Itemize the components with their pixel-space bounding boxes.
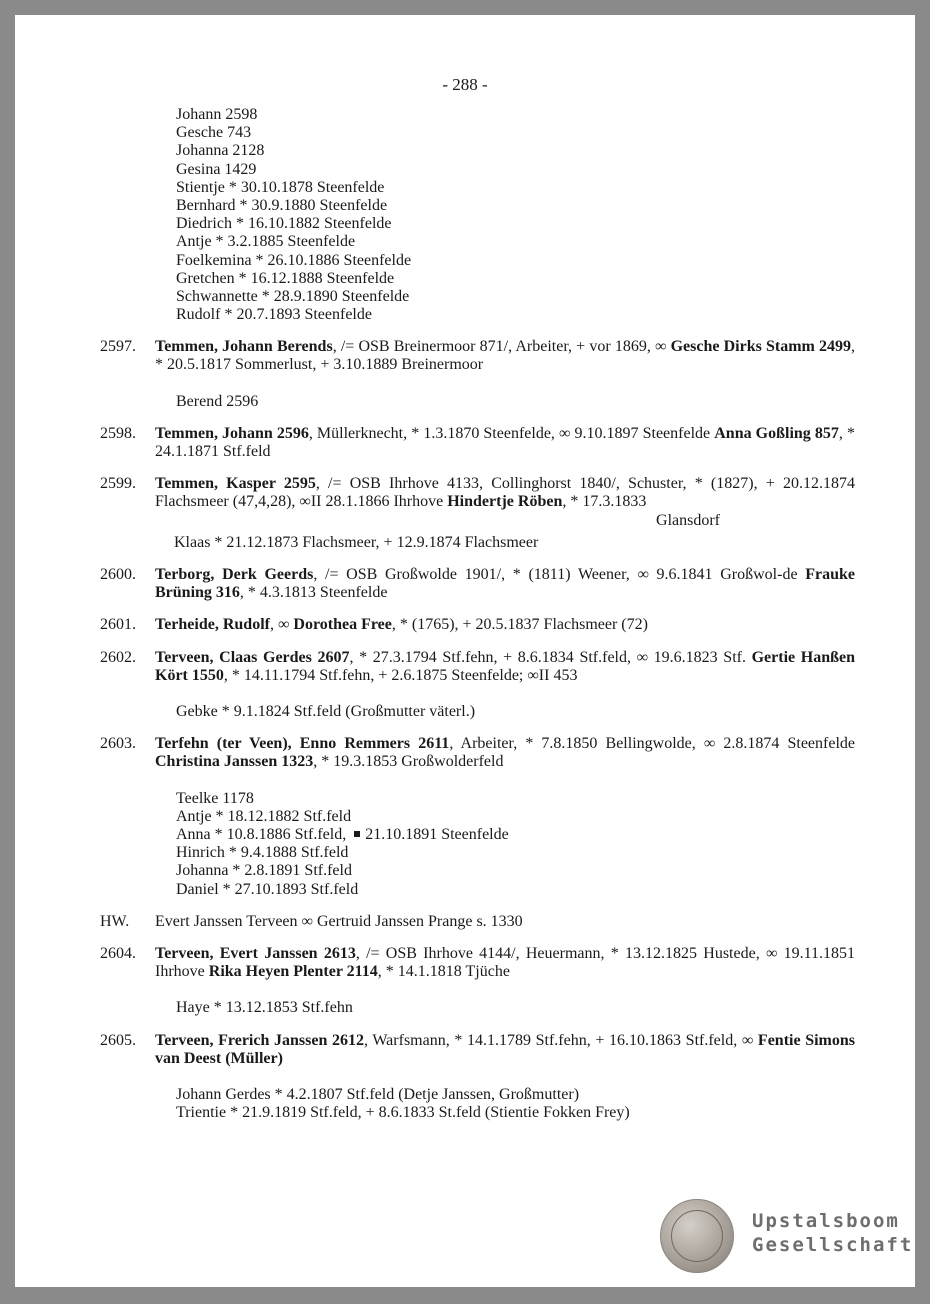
- child-line: Berend 2596: [176, 392, 259, 410]
- page-number: - 288 -: [442, 75, 488, 94]
- entry-details: , Arbeiter, * 7.8.1850 Bellingwolde, ∞ 2.8.1874 Steenfelde: [449, 735, 855, 753]
- entry-details: , ∞: [269, 616, 294, 634]
- children-list: [15, 790, 915, 899]
- child-line: Daniel * 27.10.1893 Stf.feld: [176, 880, 359, 898]
- document-page: [15, 15, 915, 1287]
- entry-2598: [15, 425, 915, 461]
- children-list: [15, 999, 915, 1017]
- child-line: Haye * 13.12.1853 Stf.fehn: [176, 999, 353, 1017]
- spouse-details: , * 19.3.1853 Großwolderfeld: [313, 753, 504, 771]
- child-line: Antje * 18.12.1882 Stf.feld: [176, 807, 352, 825]
- entry-2600: [15, 566, 915, 602]
- entry-2605: [15, 1032, 915, 1068]
- child-line: Antje * 3.2.1885 Steenfelde: [176, 233, 356, 251]
- person-name: Temmen, Kasper 2595: [155, 475, 316, 493]
- entry-text: [155, 475, 855, 511]
- person-name: Temmen, Johann 2596: [155, 424, 309, 442]
- person-name: Terheide, Rudolf: [155, 616, 270, 634]
- child-text: 21.10.1891 Steenfelde: [365, 826, 509, 844]
- child-line: [176, 826, 915, 844]
- child-line: Trientie * 21.9.1819 Stf.feld, + 8.6.1833 St.feld (Stientie Fokken Frey): [176, 1104, 630, 1122]
- person-name: Terfehn (ter Veen), Enno Remmers 2611: [155, 735, 450, 753]
- entry-text: [155, 425, 855, 461]
- child-line: Johanna * 2.8.1891 Stf.feld: [176, 862, 352, 880]
- children-list: [15, 106, 915, 324]
- child-line: Klaas * 21.12.1873 Flachsmeer, + 12.9.1874 Flachsmeer: [174, 533, 539, 551]
- entry-details: , * 27.3.1794 Stf.fehn, + 8.6.1834 Stf.feld, ∞ 19.6.1823 Stf.: [349, 648, 752, 666]
- person-name: Terveen, Frerich Janssen 2612: [155, 1031, 365, 1049]
- entry-number: 2597.: [100, 338, 136, 356]
- child-line: Johann 2598: [176, 106, 258, 123]
- seal-icon: [660, 1199, 734, 1273]
- child-line: Hinrich * 9.4.1888 Stf.feld: [176, 844, 349, 862]
- child-line: Gesina 1429: [176, 160, 257, 178]
- entry-text: [155, 945, 855, 981]
- entry-text: [155, 566, 855, 602]
- person-name: Temmen, Johann Berends: [155, 338, 333, 356]
- spouse-details: , * 24.1.1871 Stf.feld: [155, 424, 855, 461]
- child-line: Gesche 743: [176, 124, 252, 142]
- child-line: Rudolf * 20.7.1893 Steenfelde: [176, 306, 372, 324]
- spouse-name: Gertie Hanßen Kört 1550: [155, 648, 856, 684]
- entry-details: , Müllerknecht, * 1.3.1870 Steenfelde, ∞ 9.10.1897 Steenfelde: [308, 424, 715, 442]
- entry-number: 2601.: [100, 616, 136, 634]
- entry-text: [155, 1032, 855, 1068]
- spouse-details: , * 14.11.1794 Stf.fehn, + 2.6.1875 Steenfelde; ∞II 453: [223, 666, 578, 684]
- spouse-details: , * 14.1.1818 Tjüche: [377, 963, 510, 981]
- entry-2601: [15, 616, 915, 634]
- entry-2602: [15, 649, 915, 685]
- spouse-name: Gesche Dirks Stamm 2499: [670, 338, 852, 356]
- spouse-name: Fentie Simons van Deest (Müller): [155, 1031, 856, 1067]
- person-name: Terveen, Evert Janssen 2613: [155, 944, 356, 962]
- child-text: Anna * 10.8.1886 Stf.feld,: [176, 826, 351, 844]
- children-list: [15, 1086, 915, 1122]
- register-content: [15, 106, 915, 1122]
- child-line: Gebke * 9.1.1824 Stf.feld (Großmutter väterl.): [176, 703, 476, 721]
- entry-text: [155, 338, 855, 374]
- child-line: Stientje * 30.10.1878 Steenfelde: [176, 178, 385, 196]
- children-list: [15, 393, 915, 411]
- entry-text: [155, 649, 855, 685]
- entry-2604: [15, 945, 915, 981]
- spouse-name: Rika Heyen Plenter 2114: [208, 963, 378, 981]
- entry-number: 2598.: [100, 424, 136, 442]
- child-line: Foelkemina * 26.10.1886 Steenfelde: [176, 251, 412, 269]
- entry-2597: [15, 338, 915, 374]
- entry-number: 2605.: [100, 1031, 136, 1049]
- spouse-details: , * 20.5.1817 Sommerlust, + 3.10.1889 Breinermoor: [155, 338, 856, 374]
- children-list: [15, 534, 915, 552]
- logo-text: [752, 1209, 913, 1257]
- spouse-name: Frauke Brüning 316: [155, 566, 856, 602]
- children-list: [15, 703, 915, 721]
- entry-number: HW.: [100, 912, 130, 930]
- spouse-details: , * 4.3.1813 Steenfelde: [239, 584, 388, 602]
- child-line: Schwannette * 28.9.1890 Steenfelde: [176, 287, 410, 305]
- entry-details: , /= OSB Ihrhove 4144/, Heuermann, * 13.12.1825 Hustede, ∞ 19.11.1851 Ihrhove: [155, 944, 856, 981]
- entry-number: 2602.: [100, 648, 136, 666]
- child-line: Diedrich * 16.10.1882 Steenfelde: [176, 215, 392, 233]
- entry-text: [155, 735, 855, 771]
- entry-details: , Warfsmann, * 14.1.1789 Stf.fehn, + 16.10.1863 Stf.feld, ∞: [364, 1031, 758, 1049]
- entry-number: 2604.: [100, 944, 136, 962]
- entry-details: , /= OSB Großwolde 1901/, * (1811) Weener, ∞ 9.6.1841 Großwol-de: [313, 566, 806, 584]
- spouse-name: Anna Goßling 857: [714, 424, 839, 442]
- person-name: Terborg, Derk Geerds: [155, 566, 314, 584]
- entry-2599: [15, 475, 915, 511]
- logo-line-2: Gesellschaft: [752, 1234, 914, 1256]
- entry-text: Evert Janssen Terveen ∞ Gertruid Janssen Prange s. 1330: [155, 912, 523, 930]
- logo-line-1: Upstalsboom: [752, 1210, 900, 1232]
- entry-details: , /= OSB Breinermoor 871/, Arbeiter, + vor 1869, ∞: [332, 338, 671, 356]
- person-name: Terveen, Claas Gerdes 2607: [155, 648, 350, 666]
- child-line: Teelke 1178: [176, 789, 254, 807]
- spouse-details: , * 17.3.1833: [562, 493, 647, 511]
- entry-number: 2599.: [100, 475, 136, 493]
- child-line: Johanna 2128: [176, 142, 265, 160]
- birth-place: Glansdorf: [656, 511, 720, 529]
- child-line: Bernhard * 30.9.1880 Steenfelde: [176, 196, 388, 214]
- spouse-details: , * (1765), + 20.5.1837 Flachsmeer (72): [391, 616, 648, 634]
- spouse-name: Hindertje Röben: [447, 493, 563, 511]
- entry-number: 2603.: [100, 735, 136, 753]
- entry-number: 2600.: [100, 566, 136, 584]
- spouse-name: Dorothea Free: [293, 616, 392, 634]
- entry-2603: [15, 735, 915, 771]
- burial-square-icon: [354, 831, 360, 837]
- spouse-name: Christina Janssen 1323: [155, 753, 314, 771]
- publisher-logo: [660, 1199, 914, 1271]
- child-line: Gretchen * 16.12.1888 Steenfelde: [176, 269, 395, 287]
- entry-details: , /= OSB Ihrhove 4133, Collinghorst 1840/, Schuster, * (1827), + 20.12.1874 Flachsmeer (47,4,28), ∞II 28.1.1866 Ihrhove: [155, 475, 855, 511]
- entry-hw: [15, 913, 915, 931]
- entry-text: [155, 616, 855, 634]
- child-line: Johann Gerdes * 4.2.1807 Stf.feld (Detje Janssen, Großmutter): [176, 1085, 580, 1103]
